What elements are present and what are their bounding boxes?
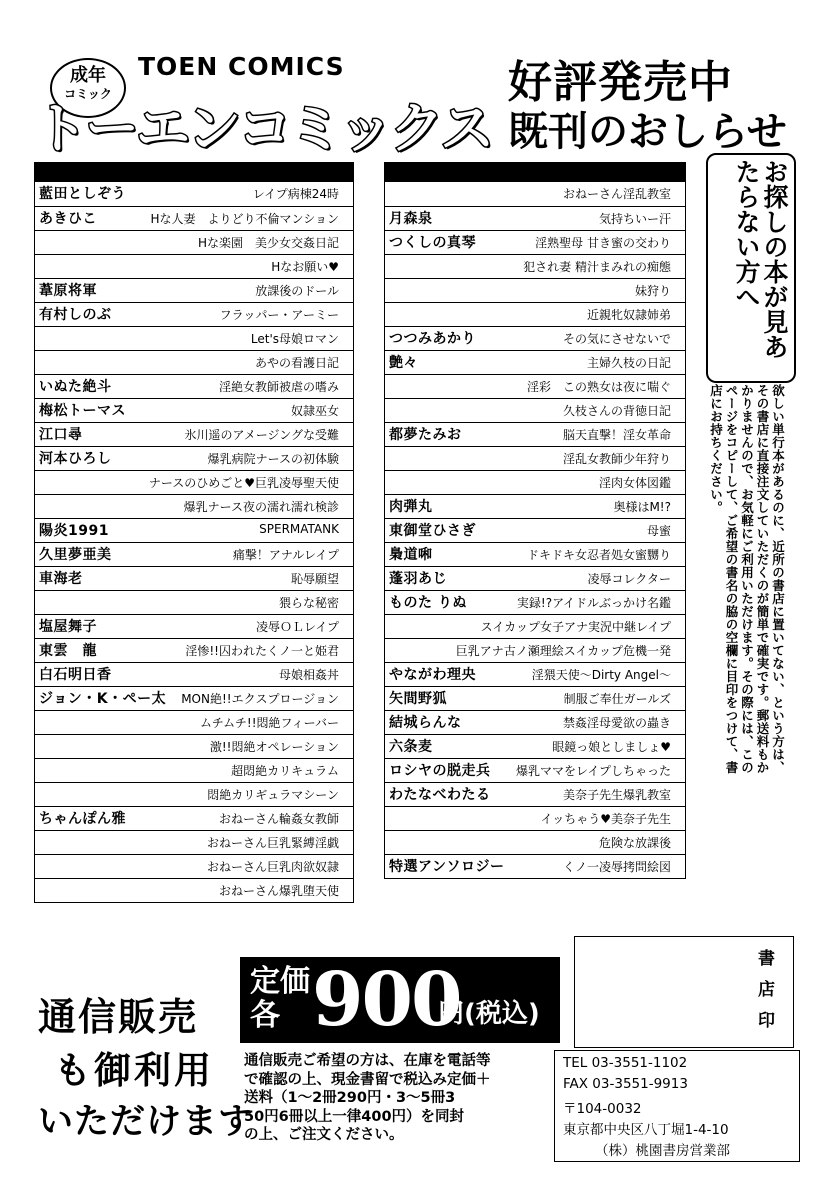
author-name: やながわ理央 xyxy=(389,667,476,683)
book-title: 制服ご奉仕ガールズ xyxy=(563,692,671,706)
book-title: 脳天直撃！淫女革命 xyxy=(562,428,671,442)
sidebar-notice-box xyxy=(706,153,796,383)
author-name: 東雲 龍 xyxy=(39,643,97,659)
book-title: おねーさん淫乱教室 xyxy=(562,187,671,201)
author-name: 六条麦 xyxy=(389,739,433,755)
book-title: 淫猥天使〜Dirty Angel〜 xyxy=(531,668,671,682)
book-row xyxy=(385,494,685,518)
author-name: 江口尋 xyxy=(39,427,83,443)
book-title: 淫乱女教師少年狩り xyxy=(562,452,671,466)
brand-jp-logo: トーエンコミックス xyxy=(34,97,492,160)
book-row xyxy=(35,878,353,902)
book-title: ドキドキ女忍者処女蜜嬲り xyxy=(526,548,671,562)
author-name: 河本ひろし xyxy=(39,451,112,467)
book-title: 淫彩 この熟女は夜に喘ぐ xyxy=(526,380,671,394)
book-title: その気にさせないで xyxy=(562,332,671,346)
book-row xyxy=(35,830,353,854)
book-row xyxy=(35,422,353,446)
book-row xyxy=(385,422,685,446)
author-name: 有村しのぶ xyxy=(39,307,112,323)
book-row xyxy=(385,566,685,590)
book-row xyxy=(385,374,685,398)
book-row xyxy=(35,230,353,254)
contact-zip: 〒104-0032 xyxy=(563,1101,642,1117)
book-row xyxy=(35,662,353,686)
book-row xyxy=(35,782,353,806)
author-name: 葦原将軍 xyxy=(39,283,97,299)
book-title: Hなお願い♥ xyxy=(271,260,339,274)
author-name: 白石明日香 xyxy=(39,667,112,683)
book-row xyxy=(385,806,685,830)
author-name: 藍田としぞう xyxy=(39,186,126,202)
subheadline: 既刊のおしらせ xyxy=(508,109,787,155)
sidebar-body: 欲しい単行本があるのに、近所の書店に置いてない、という方は、その書店に直接注文していただくのが簡単で確実です。郵送料もかかりませんので、お気軽にご利用いただけます。その際には、このページをコピーして、ご希望の書名の脇の空欄に目印をつけて、書店にお持ちください。 xyxy=(708,384,786,774)
book-row xyxy=(35,350,353,374)
book-title: MON絶!!エクスプロージョン xyxy=(181,692,339,706)
book-row xyxy=(35,806,353,830)
book-title: 犯され妻 精汁まみれの痴態 xyxy=(523,260,671,274)
book-title: 凌辱ＯＬレイプ xyxy=(255,620,339,634)
author-name: 梟道啝 xyxy=(389,547,433,563)
book-row xyxy=(385,662,685,686)
author-name: あきひこ xyxy=(39,211,97,227)
book-title: 眼鏡っ娘としましょ♥ xyxy=(552,740,671,754)
book-row xyxy=(385,182,685,206)
author-name: ロシヤの脱走兵 xyxy=(389,763,491,779)
book-row xyxy=(35,302,353,326)
book-title: スイカップ女子アナ実況中継レイプ xyxy=(480,620,671,634)
author-name: 都夢たみお xyxy=(389,427,462,443)
book-row xyxy=(385,854,685,878)
author-name: 梅松トーマス xyxy=(39,403,126,419)
book-row xyxy=(35,614,353,638)
book-row xyxy=(385,590,685,614)
contact-box xyxy=(554,1050,800,1162)
book-title: 放課後のドール xyxy=(255,284,339,298)
book-row xyxy=(385,446,685,470)
book-row xyxy=(35,854,353,878)
book-title: 母蜜 xyxy=(646,524,671,538)
stamp-label: 書店印 xyxy=(754,949,774,1042)
book-title: 妹狩り xyxy=(634,284,671,298)
instruction-line: の上、ご注文ください。 xyxy=(244,1127,404,1143)
book-row xyxy=(35,758,353,782)
book-title: 恥辱願望 xyxy=(290,572,339,586)
book-row xyxy=(35,710,353,734)
book-row xyxy=(385,830,685,854)
book-title: 痛撃！アナルレイプ xyxy=(232,548,339,562)
price-suffix: 円(税込) xyxy=(438,999,540,1029)
book-row xyxy=(35,734,353,758)
book-title: 主婦久枝の日記 xyxy=(586,356,671,370)
author-name: ジョン・K・ペー太 xyxy=(39,691,167,707)
book-row xyxy=(35,542,353,566)
author-name: ものた りぬ xyxy=(389,595,467,611)
book-title: 危険な放課後 xyxy=(598,836,671,850)
price-box xyxy=(240,957,560,1043)
author-name: いぬた絶斗 xyxy=(39,379,112,395)
author-name: 陽炎1991 xyxy=(39,523,109,539)
instruction-line: 通信販売ご希望の方は、在庫を電話等 xyxy=(244,1053,491,1069)
book-title: おねーさん爆乳堕天使 xyxy=(218,884,339,898)
book-row xyxy=(35,446,353,470)
author-name: 東御堂ひさぎ xyxy=(389,523,476,539)
contact-company: （株）桃園書房営業部 xyxy=(595,1143,730,1159)
author-name: 蓬羽あじ xyxy=(389,571,447,587)
book-title: 爆乳病院ナースの初体験 xyxy=(207,452,339,466)
book-row xyxy=(35,278,353,302)
book-row xyxy=(35,326,353,350)
price-value: 900 xyxy=(312,957,461,1043)
book-title: 超悶絶カリキュラム xyxy=(231,764,339,778)
author-name: つつみあかり xyxy=(389,331,476,347)
book-title: 淫肉女体図鑑 xyxy=(598,476,671,490)
book-row xyxy=(35,566,353,590)
book-row xyxy=(35,590,353,614)
book-title: SPERMATANK xyxy=(259,522,339,536)
book-title: あやの看護日記 xyxy=(254,356,339,370)
book-row xyxy=(35,254,353,278)
book-title: 凌辱コレクター xyxy=(587,572,671,586)
book-title: 母娘相姦丼 xyxy=(278,668,339,682)
book-row xyxy=(35,182,353,206)
instruction-line: 50円6冊以上一律400円）を同封 xyxy=(244,1108,465,1125)
book-title: 実録!?アイドルぶっかけ名鑑 xyxy=(516,596,671,610)
book-title: 氷川遥のアメージングな受難 xyxy=(184,428,339,442)
author-name: 肉弾丸 xyxy=(389,499,433,515)
mail-order-line2: も御利用 xyxy=(54,1049,214,1092)
list-header-bar xyxy=(35,162,353,182)
book-row xyxy=(385,638,685,662)
book-row xyxy=(385,614,685,638)
mail-order-line3: いただけます xyxy=(38,1102,255,1142)
book-title: 爆乳ナース夜の濡れ濡れ検診 xyxy=(183,500,339,514)
book-title: 禁姦淫母愛欲の蟲き xyxy=(562,716,671,730)
book-title: くノ一凌辱拷問絵図 xyxy=(562,860,671,874)
book-title: 近親牝奴隷姉弟 xyxy=(586,308,671,322)
book-title: 爆乳ママをレイプしちゃった xyxy=(515,764,671,778)
book-title: 美奈子先生爆乳教室 xyxy=(562,788,671,802)
book-row xyxy=(35,518,353,542)
badge-line2: コミック xyxy=(64,87,112,101)
list-header-bar xyxy=(385,162,685,182)
instruction-line: 送料（1〜2冊290円・3〜5冊3 xyxy=(244,1090,456,1106)
book-row xyxy=(35,686,353,710)
book-row xyxy=(385,326,685,350)
book-title: 気持ちいー汗 xyxy=(598,212,671,226)
book-title: 奴隷巫女 xyxy=(290,404,339,418)
book-title: 巨乳アナ古ノ瀬理絵スイカップ危機一発 xyxy=(455,644,671,658)
author-name: 艶々 xyxy=(389,355,418,371)
book-row xyxy=(35,374,353,398)
author-name: 久里夢亜美 xyxy=(39,547,112,563)
book-title: 奥様はM!? xyxy=(613,500,671,514)
book-title: Hな人妻 よりどり不倫マンション xyxy=(150,212,339,226)
book-row xyxy=(385,758,685,782)
book-title: レイプ病棟24時 xyxy=(252,187,339,201)
book-title: フラッパー・アーミー xyxy=(219,308,339,322)
author-name: わたなべわたる xyxy=(389,787,491,803)
book-row xyxy=(385,470,685,494)
brand-en: TOEN COMICS xyxy=(138,52,345,81)
contact-fax: FAX 03-3551-9913 xyxy=(563,1076,688,1092)
book-title: Let's母娘ロマン xyxy=(250,332,339,346)
book-title: 淫惨!!囚われたくノ一と姫君 xyxy=(185,644,339,658)
book-title: 久枝さんの背徳日記 xyxy=(562,404,671,418)
book-row xyxy=(35,398,353,422)
book-title: おねーさん輪姦女教師 xyxy=(218,812,339,826)
author-name: ちゃんぽん雅 xyxy=(39,811,126,827)
headline: 好評発売中 xyxy=(508,57,733,108)
price-prefix: 定価 各 xyxy=(250,964,310,1033)
book-title: 激!!悶絶オペレーション xyxy=(209,740,339,754)
author-name: つくしの真琴 xyxy=(389,235,476,251)
mail-order-line1: 通信販売 xyxy=(38,995,199,1039)
book-row xyxy=(385,518,685,542)
book-row xyxy=(35,470,353,494)
book-row xyxy=(385,206,685,230)
book-row xyxy=(385,734,685,758)
book-row xyxy=(385,686,685,710)
book-row xyxy=(385,302,685,326)
book-row xyxy=(385,278,685,302)
left-book-list xyxy=(34,162,354,903)
right-book-list xyxy=(384,162,686,879)
book-row xyxy=(385,542,685,566)
author-name: 特選アンソロジー xyxy=(389,859,505,875)
book-title: おねーさん巨乳緊縛淫戯 xyxy=(206,836,339,850)
contact-address: 東京都中央区八丁堀1-4-10 xyxy=(563,1122,729,1138)
book-row xyxy=(35,638,353,662)
instruction-line: で確認の上、現金書留で税込み定価＋ xyxy=(244,1071,491,1088)
book-row xyxy=(35,206,353,230)
author-name: 結城らんな xyxy=(389,715,462,731)
order-instructions xyxy=(244,1052,564,1145)
book-title: 淫絶女教師被虐の嗜み xyxy=(218,380,339,394)
book-title: ナースのひめごと♥巨乳凌辱聖天使 xyxy=(148,476,339,490)
book-title: イッちゃう♥美奈子先生 xyxy=(540,812,671,826)
book-row xyxy=(385,398,685,422)
book-title: Hな楽園 美少女交姦日記 xyxy=(197,236,339,250)
book-row xyxy=(385,782,685,806)
book-title: ムチムチ!!悶絶フィーバー xyxy=(200,716,339,730)
bookstore-stamp-box xyxy=(574,936,794,1048)
author-name: 矢間野狐 xyxy=(389,691,447,707)
book-row xyxy=(385,350,685,374)
author-name: 月森泉 xyxy=(389,211,433,227)
book-row xyxy=(35,494,353,518)
author-name: 塩屋舞子 xyxy=(39,619,97,635)
badge-line1: 成年 xyxy=(70,65,106,86)
book-title: おねーさん巨乳肉欲奴隷 xyxy=(206,860,339,874)
book-row xyxy=(385,710,685,734)
book-title: 猥らな秘密 xyxy=(278,596,339,610)
book-title: 淫熟聖母 甘き蜜の交わり xyxy=(535,236,671,250)
author-name: 車海老 xyxy=(39,571,83,587)
book-row xyxy=(385,230,685,254)
contact-tel: TEL 03-3551-1102 xyxy=(563,1055,688,1071)
book-title: 悶絶カリギュラマシーン xyxy=(207,788,339,802)
book-row xyxy=(385,254,685,278)
sidebar-heading: お探しの本が見あたらない方へ xyxy=(732,159,789,359)
